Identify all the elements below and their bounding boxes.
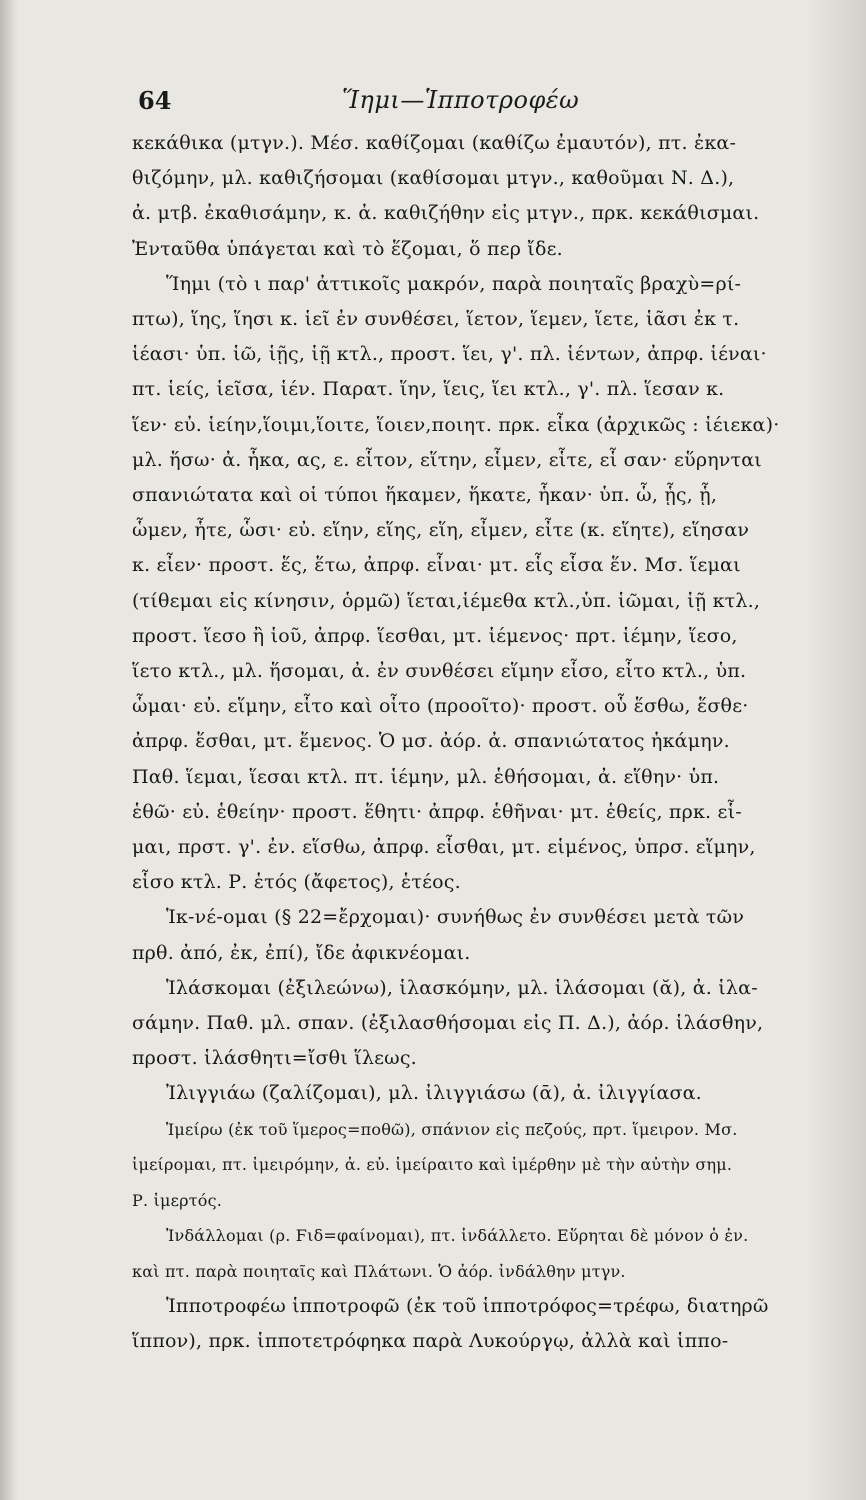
running-head: Ἵημι—Ἱπποτροφέω (342, 86, 580, 114)
text-line: Ἱκ-νέ-ομαι (§ 22=ἔρχομαι)· συνήθως ἐν συνθέσει μετὰ τῶν (166, 906, 745, 929)
text-line: Παθ. ἵεμαι, ἵεσαι κτλ. πτ. ἱέμην, μλ. ἑθήσομαι, ἀ. εἵθην· ὑπ. (132, 765, 720, 788)
text-line: Ρ. ἱμερτός. (132, 1190, 223, 1210)
text-line: Ἰνδάλλομαι (ρ. Ϝιδ=φαίνομαι), πτ. ἰνδάλλετο. Εὕρηται δὲ μόνον ὁ ἐν. (166, 1226, 749, 1246)
text-line: κεκάθικα (μτγν.). Μέσ. καθίζομαι (καθίζω ἐμαυτόν), πτ. ἐκα- (132, 132, 737, 154)
text-line: ἀπρφ. ἕσθαι, μτ. ἕμενος. Ὁ μσ. ἀόρ. ἀ. σπανιώτατος ἡκάμην. (132, 730, 730, 753)
text-line: θιζόμην, μλ. καθιζήσομαι (καθίσομαι μτγν., καθοῦμαι Ν. Δ.), (132, 167, 735, 190)
dictionary-body (132, 126, 822, 1360)
text-line: κ. εἶεν· προστ. ἕς, ἕτω, ἀπρφ. εἷναι· μτ. εἷς εἷσα ἕν. Μσ. ἵεμαι (132, 554, 741, 577)
text-line: ὧμαι· εὐ. εἵμην, εἷτο καὶ οἷτο (προοῖτο)· προστ. οὗ ἕσθω, ἕσθε· (132, 695, 749, 718)
text-line: (τίθεμαι εἰς κίνησιν, ὁρμῶ) ἵεται,ἱέμεθα κτλ.,ὑπ. ἱῶμαι, ἱῇ κτλ., (132, 589, 761, 612)
text-line: καὶ πτ. παρὰ ποιηταῖς καὶ Πλάτωνι. Ὁ ἀόρ. ἰνδάλθην μτγν. (132, 1261, 626, 1281)
text-line: πτ. ἱείς, ἱεῖσα, ἱέν. Παρατ. ἵην, ἵεις, ἵει κτλ., γ'. πλ. ἵεσαν κ. (132, 378, 725, 401)
text-line: Ἵημι (τὸ ι παρ' ἀττικοῖς μακρόν, παρὰ ποιηταῖς βραχὺ=ρί- (166, 272, 742, 295)
page-header (132, 78, 822, 118)
text-line: πτω), ἵης, ἵησι κ. ἱεῖ ἐν συνθέσει, ἵετον, ἵεμεν, ἵετε, ἱᾶσι ἐκ τ. (132, 308, 740, 331)
text-line: Ἱπποτροφέω ἱπποτροφῶ (ἐκ τοῦ ἱπποτρόφος=τρέφω, διατηρῶ (166, 1295, 769, 1318)
text-line: ἱμείρομαι, πτ. ἱμειρόμην, ἀ. εὐ. ἱμείραιτο καὶ ἱμέρθην μὲ τὴν αὐτὴν σημ. (132, 1155, 733, 1175)
text-line: Ἰλιγγιάω (ζαλίζομαι), μλ. ἰλιγγιάσω (ᾱ), ἀ. ἰλιγγίασα. (166, 1082, 702, 1105)
page-number: 64 (138, 86, 172, 115)
text-line: ἱέασι· ὑπ. ἱῶ, ἱῇς, ἱῇ κτλ., προστ. ἵει, γ'. πλ. ἱέντων, ἀπρφ. ἱέναι· (132, 343, 767, 366)
text-line: σπανιώτατα καὶ οἱ τύποι ἥκαμεν, ἥκατε, ἧκαν· ὑπ. ὧ, ᾗς, ᾗ, (132, 484, 718, 507)
text-line: προστ. ἱλάσθητι=ἴσθι ἵλεως. (132, 1047, 417, 1070)
text-line: Ἱλάσκομαι (ἐξιλεώνω), ἱλασκόμην, μλ. ἱλάσομαι (ᾰ), ἀ. ἱλα- (166, 976, 758, 999)
text-line: ἵππον), πρκ. ἱπποτετρόφηκα παρὰ Λυκούργῳ, ἀλλὰ καὶ ἱππο- (132, 1330, 729, 1353)
page-edge-left (0, 0, 18, 1500)
text-line: μαι, πρστ. γ'. ἐν. εἵσθω, ἀπρφ. εἷσθαι, μτ. εἱμένος, ὑπρσ. εἵμην, (132, 836, 756, 859)
text-line: ἑθῶ· εὐ. ἑθείην· προστ. ἕθητι· ἀπρφ. ἑθῆναι· μτ. ἑθείς, πρκ. εἷ- (132, 800, 742, 823)
text-line: ἵεν· εὐ. ἱείην,ἵοιμι,ἵοιτε, ἵοιεν,ποιητ. πρκ. εἷκα (ἀρχικῶς : ἱέιεκα)· (132, 413, 780, 436)
text-line: Ἱμείρω (ἐκ τοῦ ἵμερος=ποθῶ), σπάνιον εἰς πεζούς, πρτ. ἵμειρον. Μσ. (166, 1119, 738, 1139)
text-line: σάμην. Παθ. μλ. σπαν. (ἐξιλασθήσομαι εἰς Π. Δ.), ἀόρ. ἱλάσθην, (132, 1012, 764, 1035)
text-line: ὧμεν, ἧτε, ὧσι· εὐ. εἵην, εἵης, εἵη, εἶμεν, εἶτε (κ. εἵητε), εἵησαν (132, 519, 750, 542)
text-line: πρθ. ἀπό, ἐκ, ἐπί), ἴδε ἀφικνέομαι. (132, 941, 471, 964)
text-line: ἵετο κτλ., μλ. ἥσομαι, ἀ. ἐν συνθέσει εἵμην εἷσο, εἷτο κτλ., ὑπ. (132, 660, 747, 683)
text-line: προστ. ἵεσο ἢ ἱοῦ, ἀπρφ. ἵεσθαι, μτ. ἱέμενος· πρτ. ἱέμην, ἵεσο, (132, 624, 738, 647)
text-line: Ἐνταῦθα ὑπάγεται καὶ τὸ ἕζομαι, ὅ περ ἴδε. (132, 237, 563, 260)
text-line: ἀ. μτβ. ἐκαθισάμην, κ. ἀ. καθιζήθην εἰς μτγν., πρκ. κεκάθισμαι. (132, 202, 760, 225)
book-page (132, 78, 822, 1360)
text-line: εἷσο κτλ. Ρ. ἑτός (ἄφετος), ἑτέος. (132, 871, 461, 894)
text-line: μλ. ἥσω· ἀ. ἧκα, ας, ε. εἷτον, εἵτην, εἷμεν, εἷτε, εἷ σαν· εὕρηνται (132, 448, 762, 471)
